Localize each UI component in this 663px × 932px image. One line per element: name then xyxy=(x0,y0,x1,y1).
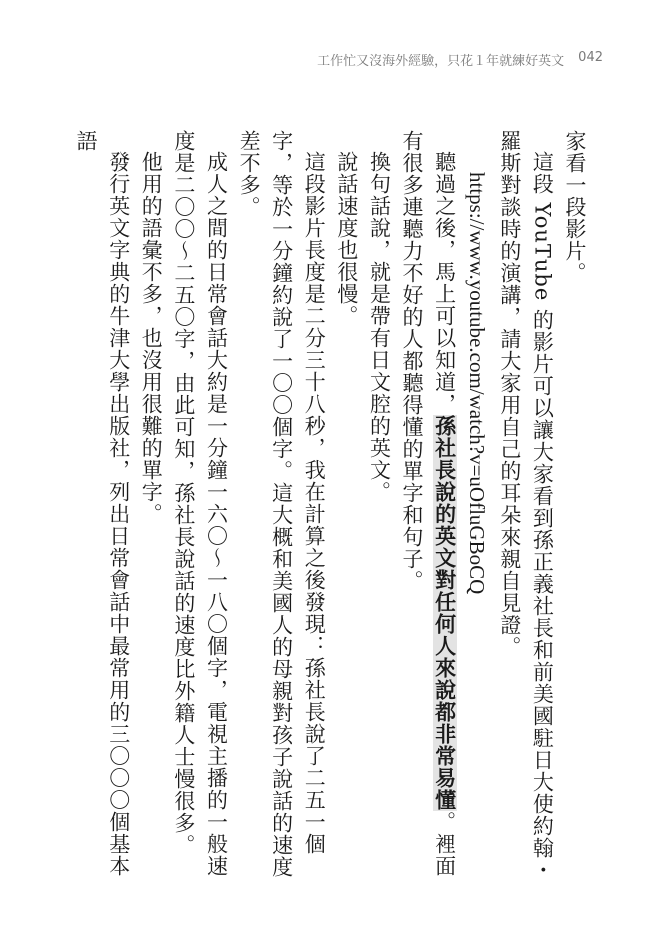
paragraph-vocabulary: 他用的語彙不多，也沒用很難的單字。 xyxy=(139,151,164,525)
running-header xyxy=(317,50,603,69)
paragraph-japanese-accent: 換句話說，就是帶有日文腔的英文。 xyxy=(367,151,392,503)
video-url-link[interactable]: https://www.youtube.com/watch?v=uOfluGBoCQ xyxy=(465,172,490,595)
paragraph-video-intro: 這段 YouTube 的影片可以讓大家看到孫正義社長和前美國駐日大使約翰・羅斯對談時的演講，請大家用自己的耳朵來親自見證。 xyxy=(497,130,555,881)
paragraph-easy-english xyxy=(395,130,460,890)
page-number: 042 xyxy=(578,50,603,65)
paragraph-oxford: 發行英文字典的牛津大學出版社，列出日常會話中最常用的三〇〇〇個基本語 xyxy=(74,130,131,877)
vertical-body-text xyxy=(61,130,591,890)
emphasized-text: 孫社長說的英文對任何人來說都非常易懂 xyxy=(432,415,457,811)
paragraph-continued: 家看一段影片。 xyxy=(563,130,587,284)
text-after-emphasis: 。裡面有很多連聽力不好的人都聽得懂的單字和句子。 xyxy=(400,130,457,877)
paragraph-conversation-speed: 成人之間的日常會話大約是一分鐘一六〇～一八〇個字，電視主播的一般速度是二〇〇～二五〇字，由此可知，孫社長說話的速度比外籍人士慢很多。 xyxy=(171,130,229,877)
paragraph-word-count: 這段影片長度是二分三十八秒，我在計算之後發現：孫社長說了二五一個字，等於一分鐘約說了一〇〇個字。這大概和美國人的母親對孩子說話的速度差不多。 xyxy=(237,130,327,878)
book-title: 工作忙又沒海外經驗，只花１年就練好英文 xyxy=(317,54,565,69)
text-before-emphasis: 聽過之後，馬上可以知道， xyxy=(432,151,457,415)
paragraph-slow-speed: 說話速度也很慢。 xyxy=(334,151,359,327)
